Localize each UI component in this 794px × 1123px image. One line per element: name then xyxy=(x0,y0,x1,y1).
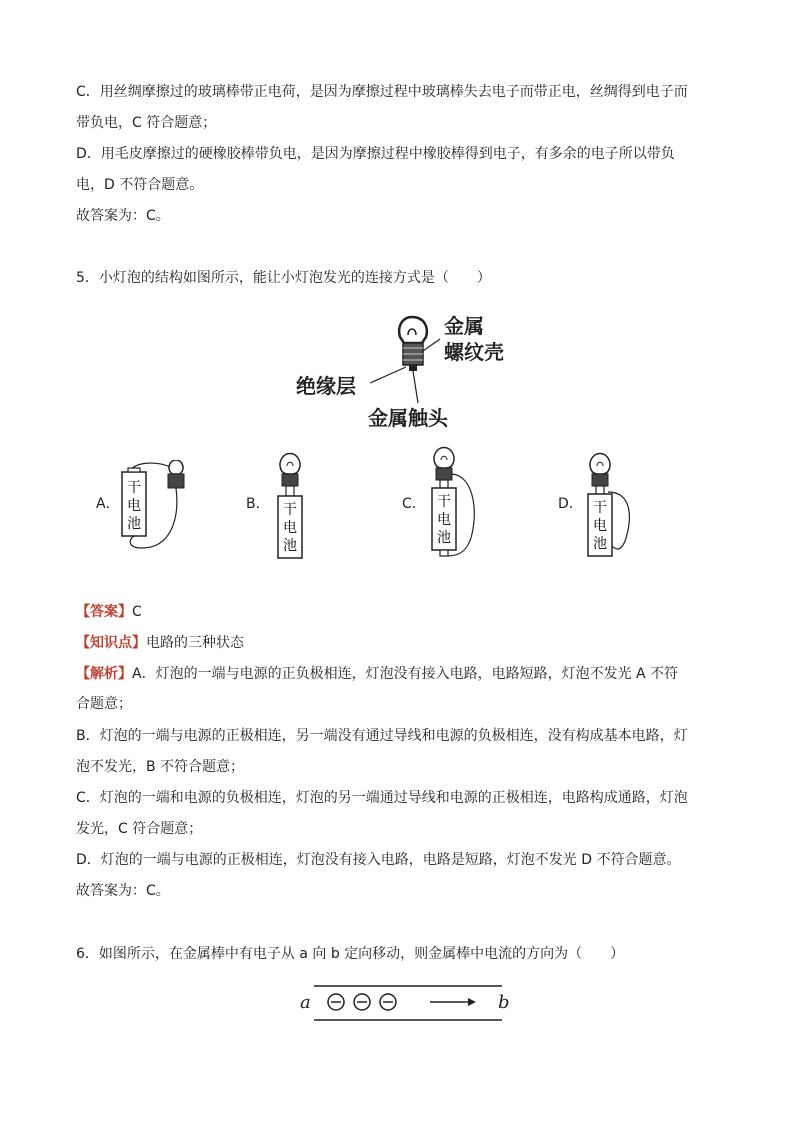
option-c-figure xyxy=(422,446,482,562)
option-a-figure xyxy=(118,460,198,560)
analysis-c-line2: 发光，C 符合题意； xyxy=(76,821,203,837)
analysis-c-line1: C．灯泡的一端和电源的负极相连，灯泡的另一端通过导线和电源的正极相连，电路构成通路，灯泡 xyxy=(76,790,688,806)
battery-a-char-3: 池 xyxy=(127,516,141,532)
prev-option-d-line1: D．用毛皮摩擦过的硬橡胶棒带负电，是因为摩擦过程中橡胶棒得到电子，有多余的电子所以带负 xyxy=(76,146,675,162)
prev-option-c-line1: C．用丝绸摩擦过的玻璃棒带正电荷，是因为摩擦过程中玻璃棒失去电子而带正电，丝绸得到电子而 xyxy=(76,84,688,100)
prev-option-c-line2: 带负电，C 符合题意； xyxy=(76,115,217,131)
battery-a-char-1: 干 xyxy=(127,480,141,496)
label-metal: 金属 xyxy=(444,314,484,338)
final-answer: 故答案为：C。 xyxy=(76,883,170,899)
knowledge-row xyxy=(76,633,244,653)
label-b: b xyxy=(498,992,510,1013)
battery-b-char-2: 电 xyxy=(283,520,297,536)
electron-3 xyxy=(380,994,396,1010)
battery-c-char-1: 干 xyxy=(437,494,451,510)
option-b-label: B． xyxy=(246,496,270,512)
electron-2 xyxy=(354,994,370,1010)
question-6-stem: 6．如图所示，在金属棒中有电子从 a 向 b 定向移动，则金属棒中电流的方向为（ ） xyxy=(76,946,625,962)
option-b-figure xyxy=(268,452,318,562)
knowledge-value: 电路的三种状态 xyxy=(146,635,244,651)
battery-d-char-2: 电 xyxy=(593,518,607,534)
analysis-row xyxy=(76,664,678,684)
bulb-structure-figure xyxy=(290,305,530,435)
battery-c-char-2: 电 xyxy=(437,512,451,528)
label-metal-contact: 金属触头 xyxy=(368,406,448,430)
battery-b-char-3: 池 xyxy=(283,538,297,554)
label-a: a xyxy=(300,992,311,1013)
prev-option-d-line2: 电，D 不符合题意。 xyxy=(76,177,204,193)
option-a-label: A． xyxy=(96,496,120,512)
analysis-b-line2: 泡不发光，B 不符合题意； xyxy=(76,759,245,775)
battery-d-char-1: 干 xyxy=(593,500,607,516)
battery-b-char-1: 干 xyxy=(283,502,297,518)
analysis-tag: 【解析】 xyxy=(76,666,132,682)
analysis-a-line1: A．灯泡的一端与电源的正负极相连，灯泡没有接入电路，电路短路，灯泡不发光 A 不符 xyxy=(132,666,679,682)
electron-1 xyxy=(328,994,344,1010)
battery-a-char-2: 电 xyxy=(127,498,141,514)
metal-rod-figure xyxy=(296,980,516,1024)
battery-d-char-3: 池 xyxy=(593,536,607,552)
analysis-b-line1: B．灯泡的一端与电源的正极相连，另一端没有通过导线和电源的负极相连，没有构成基本电路，灯 xyxy=(76,728,688,744)
arrow-right-icon xyxy=(430,998,476,1006)
option-d-label: D． xyxy=(558,496,583,512)
answer-tag: 【答案】 xyxy=(76,604,132,620)
option-c-label: C． xyxy=(402,496,426,512)
answer-row xyxy=(76,602,142,622)
analysis-d-line1: D．灯泡的一端与电源的正极相连，灯泡没有接入电路，电路是短路，灯泡不发光 D 不符合题意。 xyxy=(76,852,681,868)
analysis-a-line2: 合题意； xyxy=(76,696,132,712)
prev-answer: 故答案为：C。 xyxy=(76,208,170,224)
question-5-stem: 5．小灯泡的结构如图所示，能让小灯泡发光的连接方式是（ ） xyxy=(76,270,491,286)
label-threaded-shell: 螺纹壳 xyxy=(444,340,504,364)
knowledge-tag: 【知识点】 xyxy=(76,635,146,651)
battery-c-char-3: 池 xyxy=(437,530,451,546)
label-insulation: 绝缘层 xyxy=(296,374,356,398)
option-d-figure xyxy=(578,452,638,562)
answer-value: C xyxy=(132,604,142,620)
